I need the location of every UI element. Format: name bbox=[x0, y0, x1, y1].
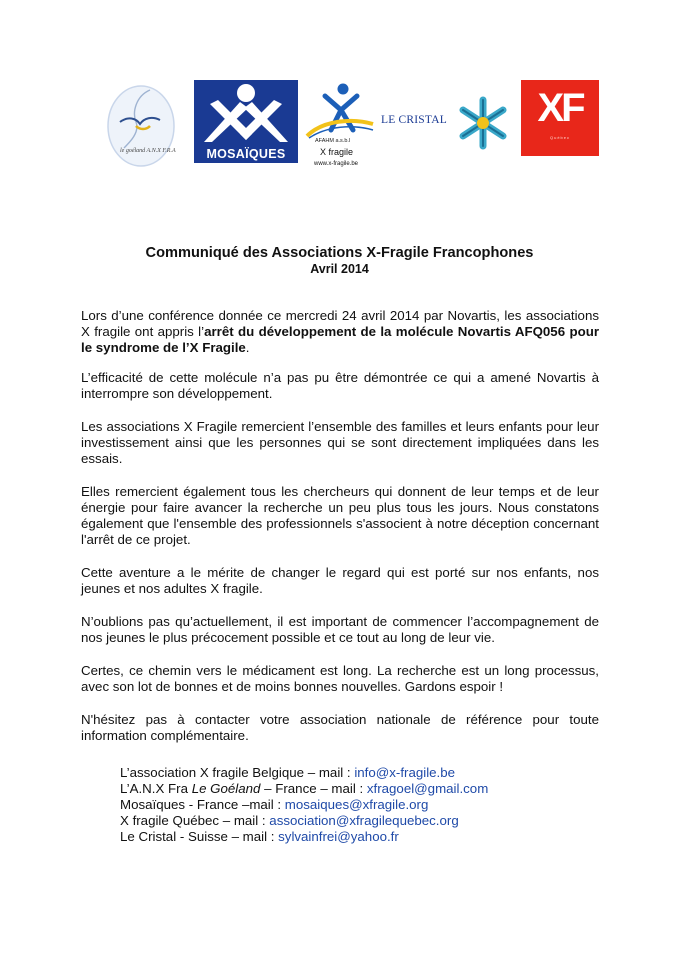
contact-mosaiques bbox=[120, 797, 488, 813]
communique-body bbox=[81, 308, 599, 761]
cristal-logo bbox=[381, 94, 511, 152]
afahm-logo-subtitle: X fragile bbox=[320, 147, 354, 157]
contact-quebec-label: X fragile Québec – mail : bbox=[120, 813, 270, 828]
contact-france-anx-label-end: – France – mail : bbox=[260, 781, 367, 796]
paragraph-thanks-researchers: Elles remercient également tous les chercheurs qui donnent de leur temps et de leur énergie pour faire avancer la recherche un peu plus tous les jours. Nous constatons également que l'ensemble des professionnels s'associent à notre déception concernant l'arrêt de ce projet. bbox=[81, 484, 599, 547]
paragraph-announcement-end: . bbox=[245, 340, 250, 355]
contact-france-anx-label: L’A.N.X Fra bbox=[120, 781, 192, 796]
contact-mosaiques-email-link[interactable]: mosaiques@xfragile.org bbox=[284, 797, 429, 812]
paragraph-announcement bbox=[81, 308, 599, 356]
paragraph-thanks-families: Les associations X Fragile remercient l’ensemble des familles et leurs enfants pour leur investissement ainsi que les personnes qui se sont directement impliquées dans les essais. bbox=[81, 419, 599, 466]
contact-belgique-email-link[interactable]: info@x-fragile.be bbox=[354, 765, 456, 780]
xf-logo-letters: XF bbox=[537, 86, 583, 130]
mosaiques-logo bbox=[194, 80, 298, 163]
contact-france-anx-email-link[interactable]: xfragoel@gmail.com bbox=[366, 781, 489, 796]
mosaiques-figure-icon bbox=[194, 80, 298, 146]
paragraph-announcement-intro: Lors d’une conférence donnée ce mercredi 24 avril 2014 par Novartis, les associations X fragile ont appris l’ bbox=[81, 308, 599, 339]
xf-logo-subtitle: Québec bbox=[549, 135, 570, 140]
cristal-snowflake-icon bbox=[455, 94, 511, 152]
paragraph-adventure: Cette aventure a le mérite de changer le regard qui est porté sur nos enfants, nos jeunes et nos adultes X fragile. bbox=[81, 565, 599, 596]
page-title: Communiqué des Associations X-Fragile Francophones bbox=[145, 245, 534, 261]
contact-quebec bbox=[120, 813, 488, 829]
contact-france-anx-italic: Le Goéland bbox=[191, 781, 261, 796]
contact-cristal-email-link[interactable]: sylvainfrei@yahoo.fr bbox=[278, 829, 399, 844]
cristal-logo-name: LE CRISTAL bbox=[381, 114, 447, 126]
paragraph-efficacy: L’efficacité de cette molécule n’a pas pu être démontrée ce qui a amené Novartis à interrompre son développement. bbox=[81, 370, 599, 401]
goeland-emblem-icon bbox=[106, 82, 176, 170]
mosaiques-logo-text: MOSAÏQUES bbox=[206, 147, 286, 161]
paragraph-announcement-highlight: arrêt du développement de la molécule Novartis AFQ056 pour le syndrome de l’X Fragile bbox=[81, 324, 599, 355]
goeland-logo bbox=[106, 82, 176, 170]
paragraph-hope: Certes, ce chemin vers le médicament est long. La recherche est un long processus, avec son lot de bonnes et de moins bonnes nouvelles. Gardons espoir ! bbox=[81, 663, 599, 694]
paragraph-contact-invite: N'hésitez pas à contacter votre association nationale de référence pour toute information complémentaire. bbox=[81, 712, 599, 743]
contact-cristal bbox=[120, 829, 488, 845]
contact-france-anx bbox=[120, 781, 488, 797]
contact-cristal-label: Le Cristal - Suisse – mail : bbox=[120, 829, 279, 844]
afahm-logo-url: www.x-fragile.be bbox=[314, 161, 359, 167]
xf-quebec-logo bbox=[521, 80, 599, 156]
afahm-logo bbox=[303, 80, 377, 176]
contact-belgique bbox=[120, 765, 488, 781]
contact-belgique-label: L’association X fragile Belgique – mail : bbox=[120, 765, 355, 780]
contact-list bbox=[120, 765, 488, 845]
afahm-figure-icon bbox=[303, 80, 377, 140]
page-date: Avril 2014 bbox=[310, 262, 369, 276]
contact-quebec-email-link[interactable]: association@xfragilequebec.org bbox=[269, 813, 459, 828]
goeland-logo-text: le goéland A.N.X F.R.A bbox=[120, 148, 176, 154]
contact-mosaiques-label: Mosaïques - France –mail : bbox=[120, 797, 285, 812]
afahm-logo-name: AFAHM a.s.b.l bbox=[315, 138, 351, 144]
paragraph-support: N’oublions pas qu’actuellement, il est important de commencer l’accompagnement de nos jeunes le plus précocement possible et ce tout au long de leur vie. bbox=[81, 614, 599, 645]
